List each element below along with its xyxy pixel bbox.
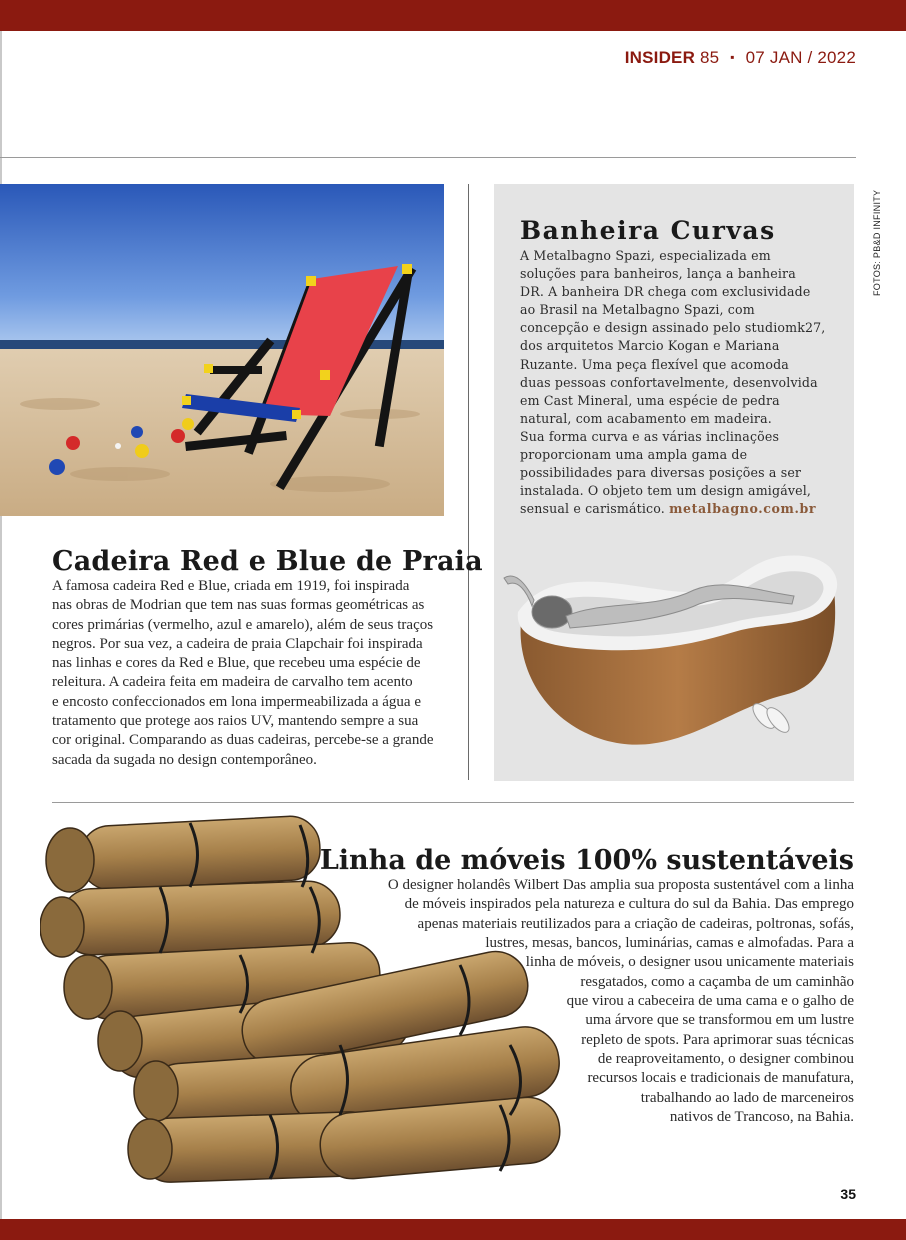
article-title-moveis: Linha de móveis 100% sustentáveis: [319, 845, 854, 876]
body-line: possibilidades para diversas posições a ser: [520, 465, 802, 481]
article-body-moveis: [388, 876, 854, 1127]
body-line: O designer holandês Wilbert Das amplia sua proposta sustentável com a linha: [387, 877, 854, 893]
body-line: lustres, mesas, bancos, luminárias, camas e almofadas. Para a: [485, 935, 854, 952]
bathtub-photo: [494, 520, 854, 781]
body-line: uma árvore que se transformou em um lustre: [585, 1012, 854, 1029]
header-separator: ▪: [730, 50, 735, 64]
body-line: nas linhas e cores da Red e Blue, que recebeu uma espécie de: [52, 655, 421, 672]
magazine-brand: INSIDER: [624, 48, 696, 67]
body-line: DR. A banheira DR chega com exclusividade: [520, 284, 811, 300]
body-line: concepção e design assinado pelo studiomk27,: [520, 320, 826, 336]
section-divider: [52, 802, 854, 803]
body-line: ao Brasil na Metalbagno Spazi, com: [520, 302, 755, 318]
body-line: A Metalbagno Spazi, especializada em: [520, 248, 771, 263]
body-line: nas obras de Modrian que tem nas suas formas geométricas as: [52, 597, 425, 614]
body-line: linha de móveis, o designer usou unicamente materiais: [525, 954, 854, 971]
body-line: que virou a cabeceira de uma cama e o galho de: [566, 993, 854, 1010]
body-line: recursos locais e tradicionais de manufatura,: [587, 1070, 854, 1087]
body-line: nativos de Trancoso, na Bahia.: [669, 1109, 854, 1126]
body-line: releitura. A cadeira feita em madeira de carvalho tem acento: [52, 674, 413, 691]
body-line: Ruzante. Uma peça flexível que acomoda: [520, 356, 789, 372]
body-line: resgatados, como a caçamba de um caminhão: [580, 973, 854, 990]
photo-credit-text: FOTOS: PB&D INFINITY: [872, 189, 882, 296]
body-line: trabalhando ao lado de marceneiros: [640, 1089, 854, 1106]
bathtub-illustration: [494, 520, 854, 781]
page-header: [625, 48, 856, 68]
body-line: e encosto confeccionados em lona impermeabilizada a água e: [52, 693, 421, 710]
body-line-text: sensual e carismático.: [520, 501, 665, 517]
body-line: dos arquitetos Marcio Kogan e Mariana: [520, 338, 780, 354]
page-number: 35: [840, 1186, 856, 1202]
bottom-color-bar: [0, 1219, 906, 1240]
body-line: soluções para banheiros, lança a banheira: [520, 266, 796, 282]
issue-date: 07 JAN / 2022: [745, 48, 856, 67]
body-line: de móveis inspirados pela natureza e cultura do sul da Bahia. Das emprego: [404, 896, 854, 913]
body-line: cor original. Comparando as duas cadeiras, percebe-se a grande: [52, 732, 434, 749]
body-line: de reaproveitamento, o designer combinou: [597, 1051, 854, 1068]
article-body-banheira: [520, 247, 850, 518]
article-title-red-blue: Cadeira Red e Blue de Praia: [52, 546, 483, 577]
body-line: cores primárias (vermelho, azul e amarelo), além de seus traços: [52, 616, 434, 633]
column-divider: [468, 184, 469, 780]
body-line: Sua forma curva e as várias inclinações: [520, 428, 780, 444]
body-line: repleto de spots. Para aprimorar suas técnicas: [581, 1031, 854, 1048]
body-line: sacada da sugada no design contemporâneo.: [52, 751, 317, 768]
body-line: em Cast Mineral, uma espécie de pedra: [520, 392, 780, 408]
body-line: duas pessoas confortavelmente, desenvolvida: [520, 374, 818, 390]
body-line: apenas materiais reutilizados para a criação de cadeiras, poltronas, sofás,: [417, 915, 854, 932]
beach-chair-photo: [0, 184, 444, 516]
photo-credit: [858, 186, 882, 306]
body-line: tratamento que protege aos raios UV, mantendo sempre a sua: [52, 713, 419, 730]
article-title-banheira: Banheira Curvas: [520, 216, 776, 245]
body-line: natural, com acabamento em madeira.: [520, 410, 772, 426]
body-line: A famosa cadeira Red e Blue, criada em 1919, foi inspirada: [52, 578, 410, 594]
body-line: proporcionam uma ampla gama de: [520, 447, 748, 463]
top-color-bar: [0, 0, 906, 31]
body-line-last: [520, 500, 850, 518]
article-body-red-blue: [52, 577, 448, 770]
issue-number: 85: [700, 48, 720, 67]
body-line: instalada. O objeto tem um design amigável,: [520, 483, 812, 499]
header-divider: [0, 157, 856, 158]
metalbagno-link[interactable]: metalbagno.com.br: [669, 501, 817, 517]
beach-chair-illustration: [0, 184, 444, 516]
body-line: negros. Por sua vez, a cadeira de praia Clapchair foi inspirada: [52, 635, 423, 652]
